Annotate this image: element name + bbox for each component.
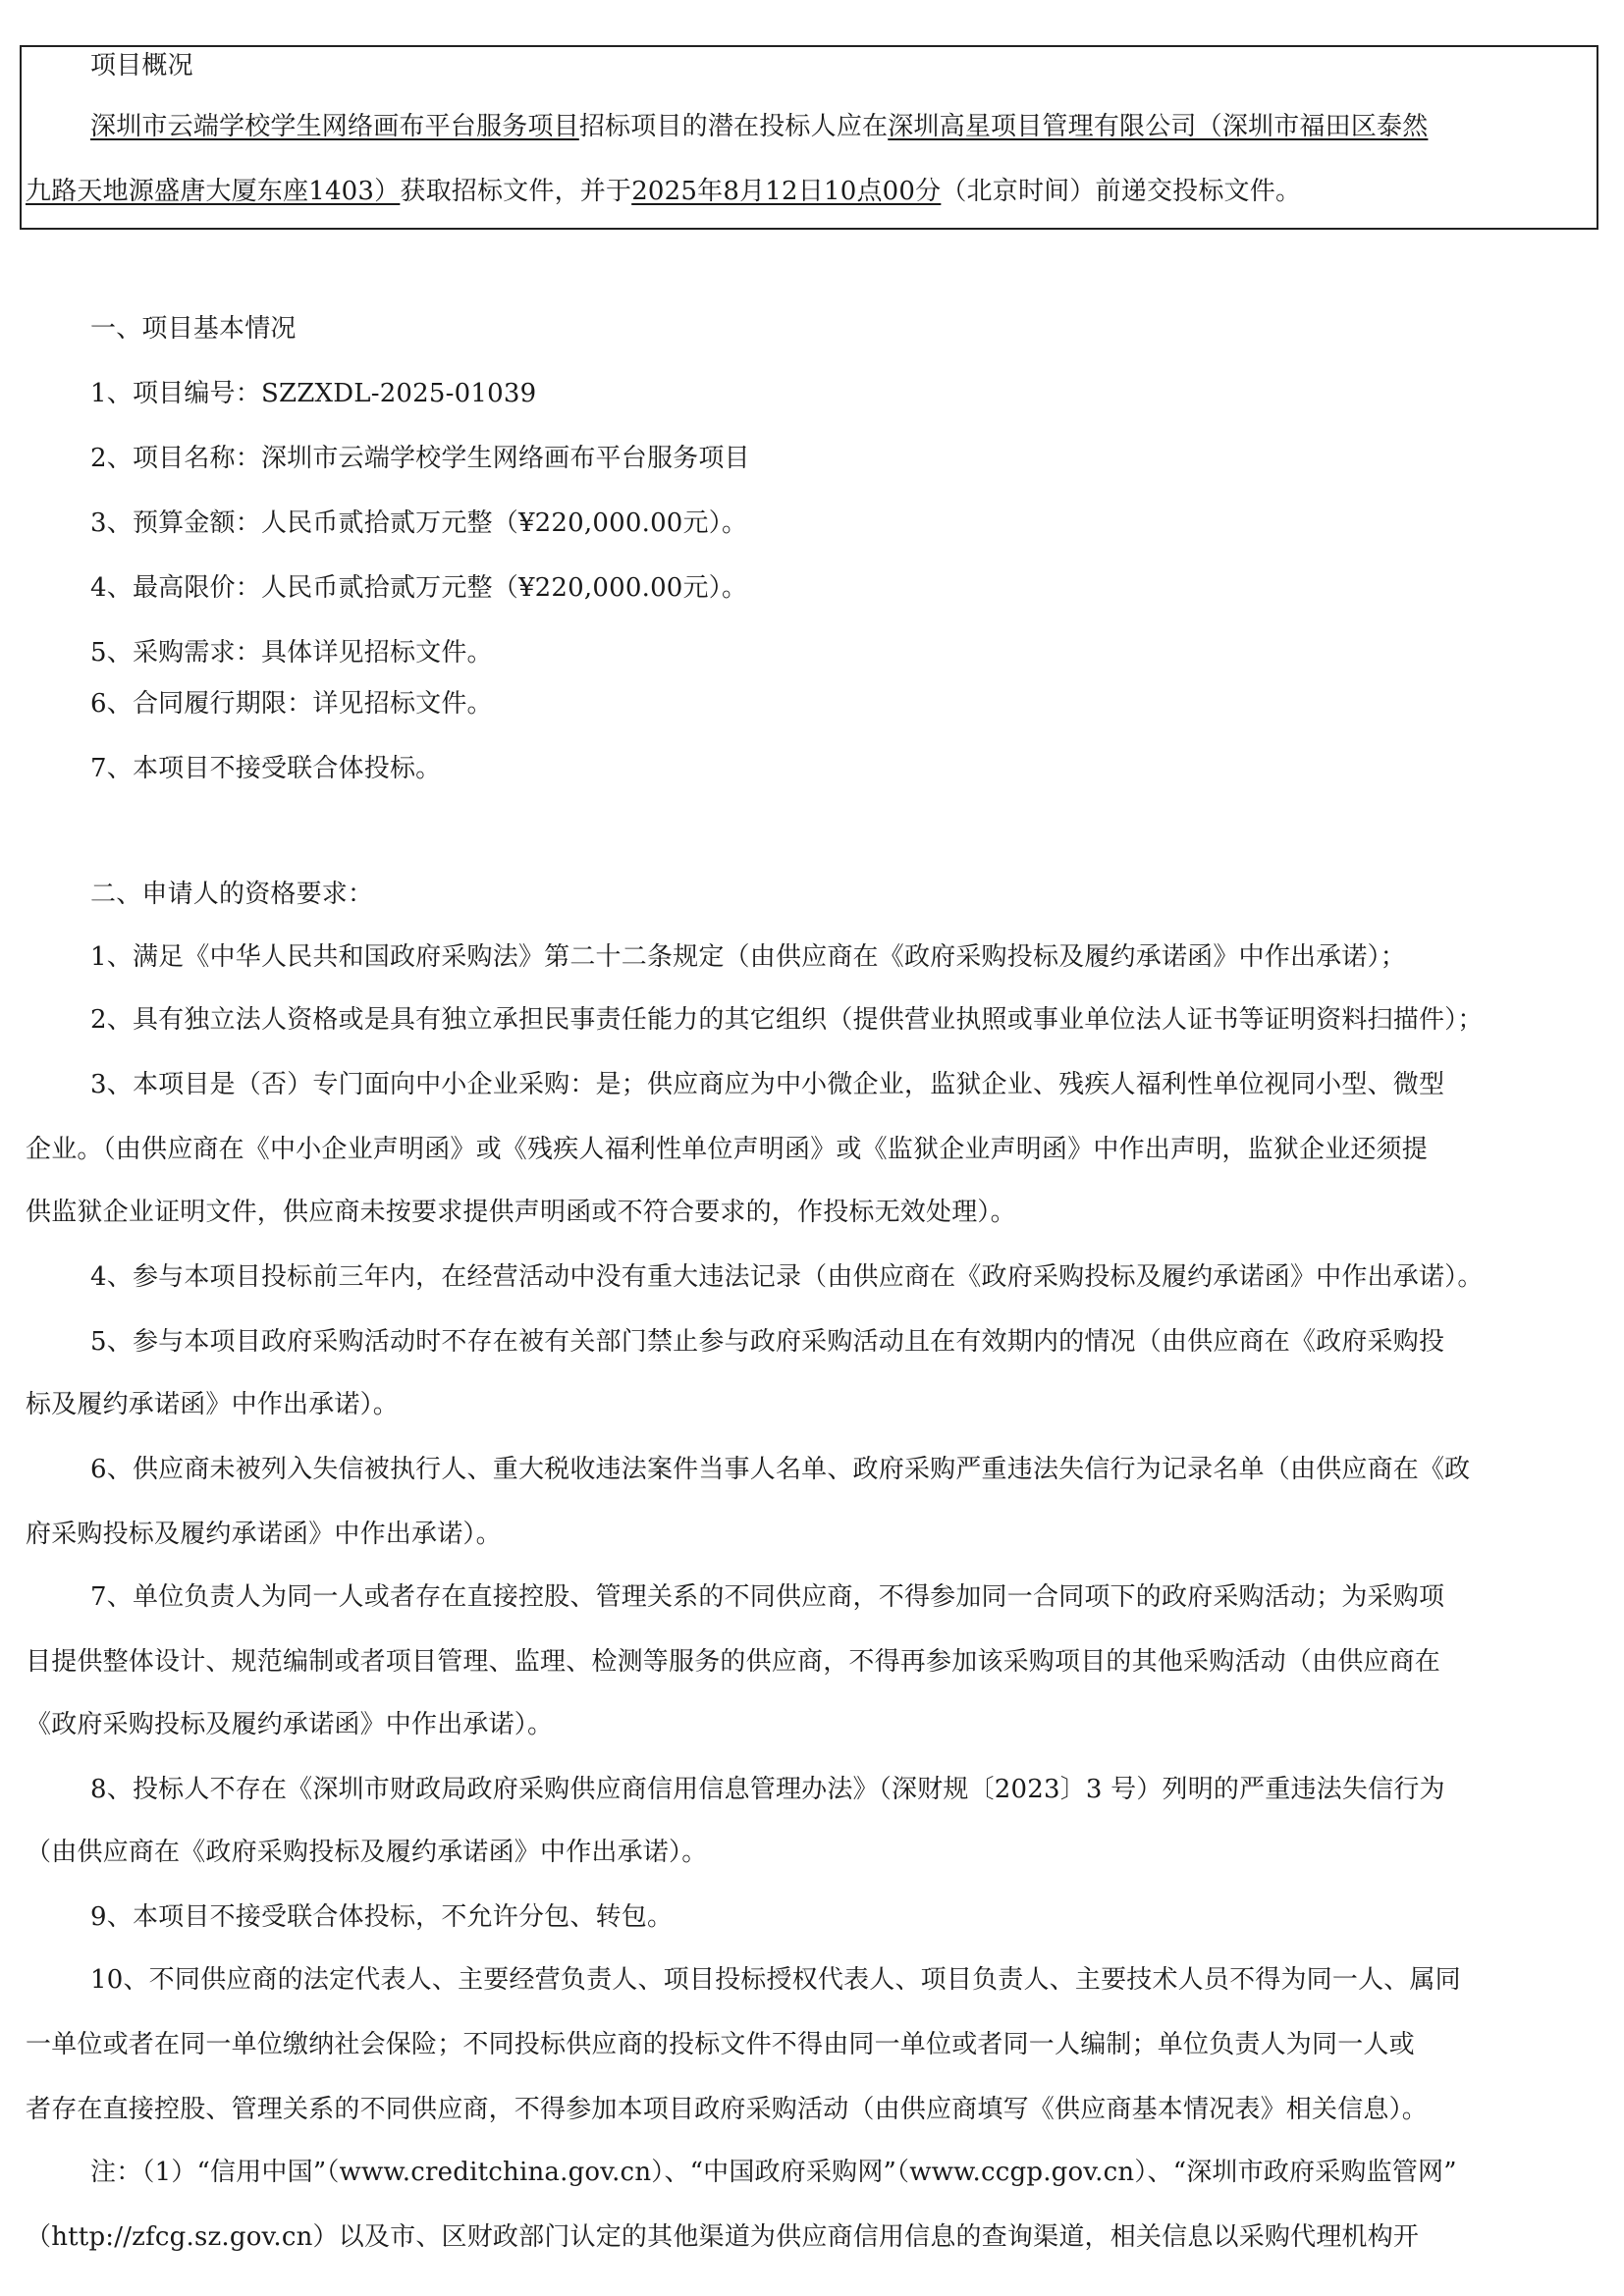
section-2-line: 2、具有独立法人资格或是具有独立承担民事责任能力的其它组织（提供营业执照或事业单位法人证书等证明资料扫描件）；: [90, 1005, 1484, 1035]
overview-line-1: [90, 110, 1583, 143]
section-2-line: 9、本项目不接受联合体投标，不允许分包、转包。: [90, 1902, 674, 1932]
section-2-line: 7、单位负责人为同一人或者存在直接控股、管理关系的不同供应商，不得参加同一合同项下的政府采购活动；为采购项: [90, 1582, 1445, 1612]
section-1-item: 4、最高限价：人民币贰拾贰万元整（¥220,000.00元）。: [90, 573, 748, 603]
deadline-underlined: 2025年8月12日10点00分: [631, 177, 942, 206]
section-2-line: 5、参与本项目政府采购活动时不存在被有关部门禁止参与政府采购活动且在有效期内的情况（由供应商在《政府采购投: [90, 1327, 1445, 1357]
section-1-item: 3、预算金额：人民币贰拾贰万元整（¥220,000.00元）。: [90, 508, 748, 538]
section-1-heading: 一、项目基本情况: [90, 314, 297, 344]
section-2-line: 10、不同供应商的法定代表人、主要经营负责人、项目投标授权代表人、项目负责人、主要技术人员不得为同一人、属同: [90, 1965, 1461, 1995]
section-2-line: 8、投标人不存在《深圳市财政局政府采购供应商信用信息管理办法》（深财规〔2023〕3 号）列明的严重违法失信行为: [90, 1775, 1445, 1804]
address-underlined: 九路天地源盛唐大厦东座1403）: [26, 177, 401, 206]
section-2-line: 供监狱企业证明文件，供应商未按要求提供声明函或不符合要求的，作投标无效处理）。: [26, 1198, 1016, 1227]
section-2-line: （由供应商在《政府采购投标及履约承诺函》中作出承诺）。: [26, 1838, 708, 1867]
section-2-line: 4、参与本项目投标前三年内，在经营活动中没有重大违法记录（由供应商在《政府采购投标及履约承诺函》中作出承诺）。: [90, 1262, 1484, 1292]
section-1-item: 7、本项目不接受联合体投标。: [90, 754, 442, 783]
section-2-line: 目提供整体设计、规范编制或者项目管理、监理、检测等服务的供应商，不得再参加该采购项目的其他采购活动（由供应商在: [26, 1647, 1441, 1677]
overview-line-2: [26, 175, 1301, 208]
section-2-line: 3、本项目是（否）专门面向中小企业采购：是；供应商应为中小微企业，监狱企业、残疾人福利性单位视同小型、微型: [90, 1070, 1445, 1099]
section-2-heading: 二、申请人的资格要求：: [90, 880, 374, 909]
section-2-line: 1、满足《中华人民共和国政府采购法》第二十二条规定（由供应商在《政府采购投标及履约承诺函》中作出承诺）；: [90, 942, 1406, 972]
section-2-line: 《政府采购投标及履约承诺函》中作出承诺）。: [26, 1710, 554, 1739]
overview-text: 获取招标文件，并于: [400, 177, 632, 206]
section-2-line: 注：（1）“信用中国”（www.creditchina.gov.cn）、“中国政府采购网”（www.ccgp.gov.cn）、“深圳市政府采购监管网”: [90, 2158, 1457, 2187]
overview-text: （北京时间）前递交投标文件。: [941, 177, 1302, 206]
section-1-item: 1、项目编号：SZZXDL-2025-01039: [90, 379, 537, 408]
section-1-item: 6、合同履行期限：详见招标文件。: [90, 689, 493, 719]
section-2-line: 一单位或者在同一单位缴纳社会保险；不同投标供应商的投标文件不得由同一单位或者同一人编制；单位负责人为同一人或: [26, 2030, 1415, 2059]
agency-underlined: 深圳高星项目管理有限公司（深圳市福田区泰然: [888, 112, 1429, 141]
section-1-item: 5、采购需求：具体详见招标文件。: [90, 638, 493, 667]
section-2-line: 6、供应商未被列入失信被执行人、重大税收违法案件当事人名单、政府采购严重违法失信行为记录名单（由供应商在《政: [90, 1455, 1471, 1484]
section-2-line: 企业。（由供应商在《中小企业声明函》或《残疾人福利性单位声明函》或《监狱企业声明函》中作出声明，监狱企业还须提: [26, 1135, 1429, 1164]
section-2-line: 府采购投标及履约承诺函》中作出承诺）。: [26, 1520, 502, 1549]
section-2-line: （http://zfcg.sz.gov.cn）以及市、区财政部门认定的其他渠道为供应商信用信息的查询渠道，相关信息以采购代理机构开: [26, 2222, 1420, 2252]
overview-title: 项目概况: [90, 51, 193, 80]
overview-text: 招标项目的潜在投标人应在: [578, 112, 889, 141]
section-1-item: 2、项目名称：深圳市云端学校学生网络画布平台服务项目: [90, 444, 750, 473]
project-name-underlined: 深圳市云端学校学生网络画布平台服务项目: [90, 112, 579, 141]
section-2-line: 标及履约承诺函》中作出承诺）。: [26, 1390, 400, 1419]
section-2-line: 者存在直接控股、管理关系的不同供应商，不得参加本项目政府采购活动（由供应商填写《供应商基本情况表》相关信息）。: [26, 2095, 1429, 2124]
